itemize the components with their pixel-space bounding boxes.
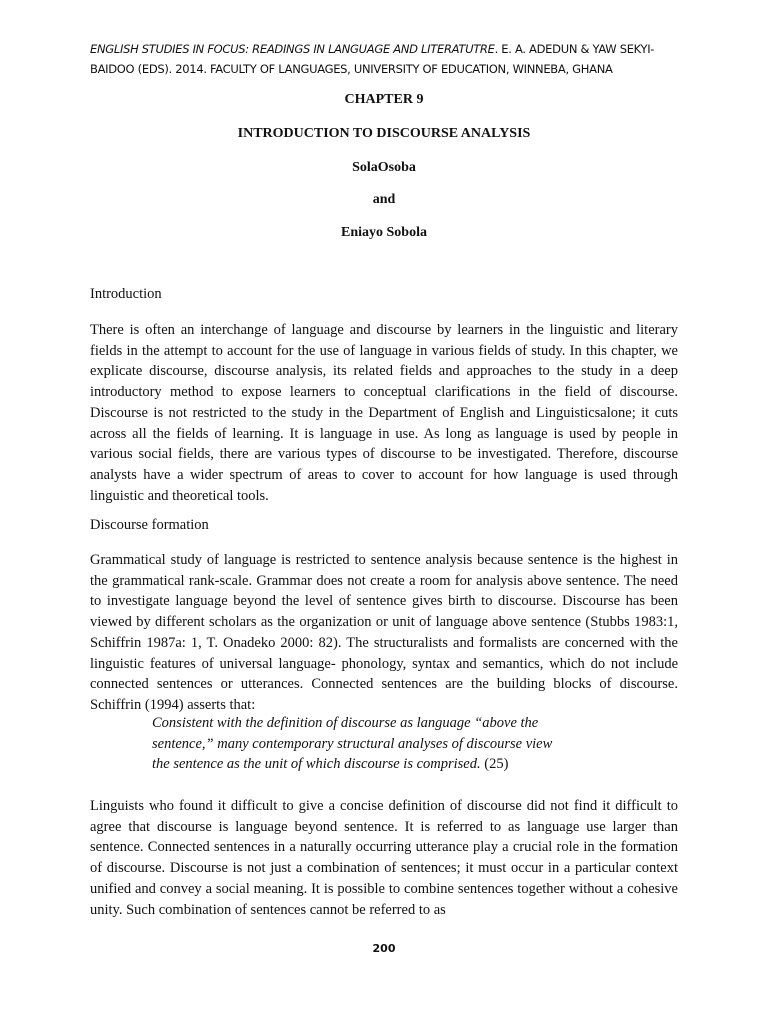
quote-line-2: sentence,” many contemporary structural analyses of discourse view [152, 735, 553, 752]
chapter-label: CHAPTER 9 [344, 92, 424, 107]
author-2: Eniayo Sobola [341, 225, 427, 240]
introduction-heading: Introduction [90, 286, 162, 302]
quote-citation: (25) [480, 756, 509, 773]
running-header-line-2: BAIDOO (EDS). 2014. FACULTY OF LANGUAGES, UNIVERSITY OF EDUCATION, WINNEBA, GHANA [90, 62, 613, 76]
introduction-paragraph: There is often an interchange of language and discourse by learners in the linguistic and literary fields in the attempt to account for the use of language in various fields of study. In this chapter, we explicate discourse, discourse analysis, its related fields and approaches to the study in a deep introductory method to expose learners to conceptual clarifications in the field of discourse. Discourse is not restricted to the study in the Department of English and Linguisticsalone; it cuts across all the fields of learning. It is language in use. As long as language is used by people in various social fields, there are various types of discourse to be investigated. Therefore, discourse analysts have a wider spectrum of areas to cover to account for how language is used through linguistic and theoretical tools. [90, 322, 678, 504]
block-quote [152, 713, 612, 775]
discourse-formation-heading: Discourse formation [90, 517, 209, 533]
closing-paragraph: Linguists who found it difficult to give a concise definition of discourse did not find it difficult to agree that discourse is language beyond sentence. It is referred to as language use larger than sentence. Connected sentences in a naturally occurring utterance play a crucial role in the formation of discourse. Discourse is not just a combination of sentences; it must occur in a particular context unified and convey a social meaning. It is possible to combine sentences together without a cohesive unity. Such combination of sentences cannot be referred to as [90, 798, 678, 918]
running-header-line-1 [90, 42, 690, 56]
author-conjunction: and [372, 192, 396, 207]
quote-line-3 [152, 754, 612, 775]
author-1: SolaOsoba [352, 160, 416, 175]
book-title: ENGLISH STUDIES IN FOCUS: READINGS IN LANGUAGE AND LITERATUTRE [90, 42, 495, 56]
quote-line-1: Consistent with the definition of discourse as language “above the [152, 715, 539, 731]
quote-line-3-text: the sentence as the unit of which discourse is comprised. [152, 756, 481, 773]
page-number: 200 [372, 942, 396, 955]
discourse-formation-paragraph: Grammatical study of language is restricted to sentence analysis because sentence is the highest in the grammatical rank-scale. Grammar does not create a room for analysis above sentence. The need to investigate language beyond the level of sentence gives birth to discourse. Discourse has been viewed by different scholars as the organization or unit of language above sentence (Stubbs 1983:1, Schiffrin 1987a: 1, T. Onadeko 2000: 82). The structuralists and formalists are concerned with the linguistic features of universal language- phonology, syntax and semantics, which do not include connected sentences or utterances. Connected sentences are the building blocks of discourse. Schiffrin (1994) asserts that: [90, 552, 678, 713]
chapter-title: INTRODUCTION TO DISCOURSE ANALYSIS [237, 126, 531, 141]
editors-part: . E. A. ADEDUN & YAW SEKYI- [494, 42, 655, 56]
